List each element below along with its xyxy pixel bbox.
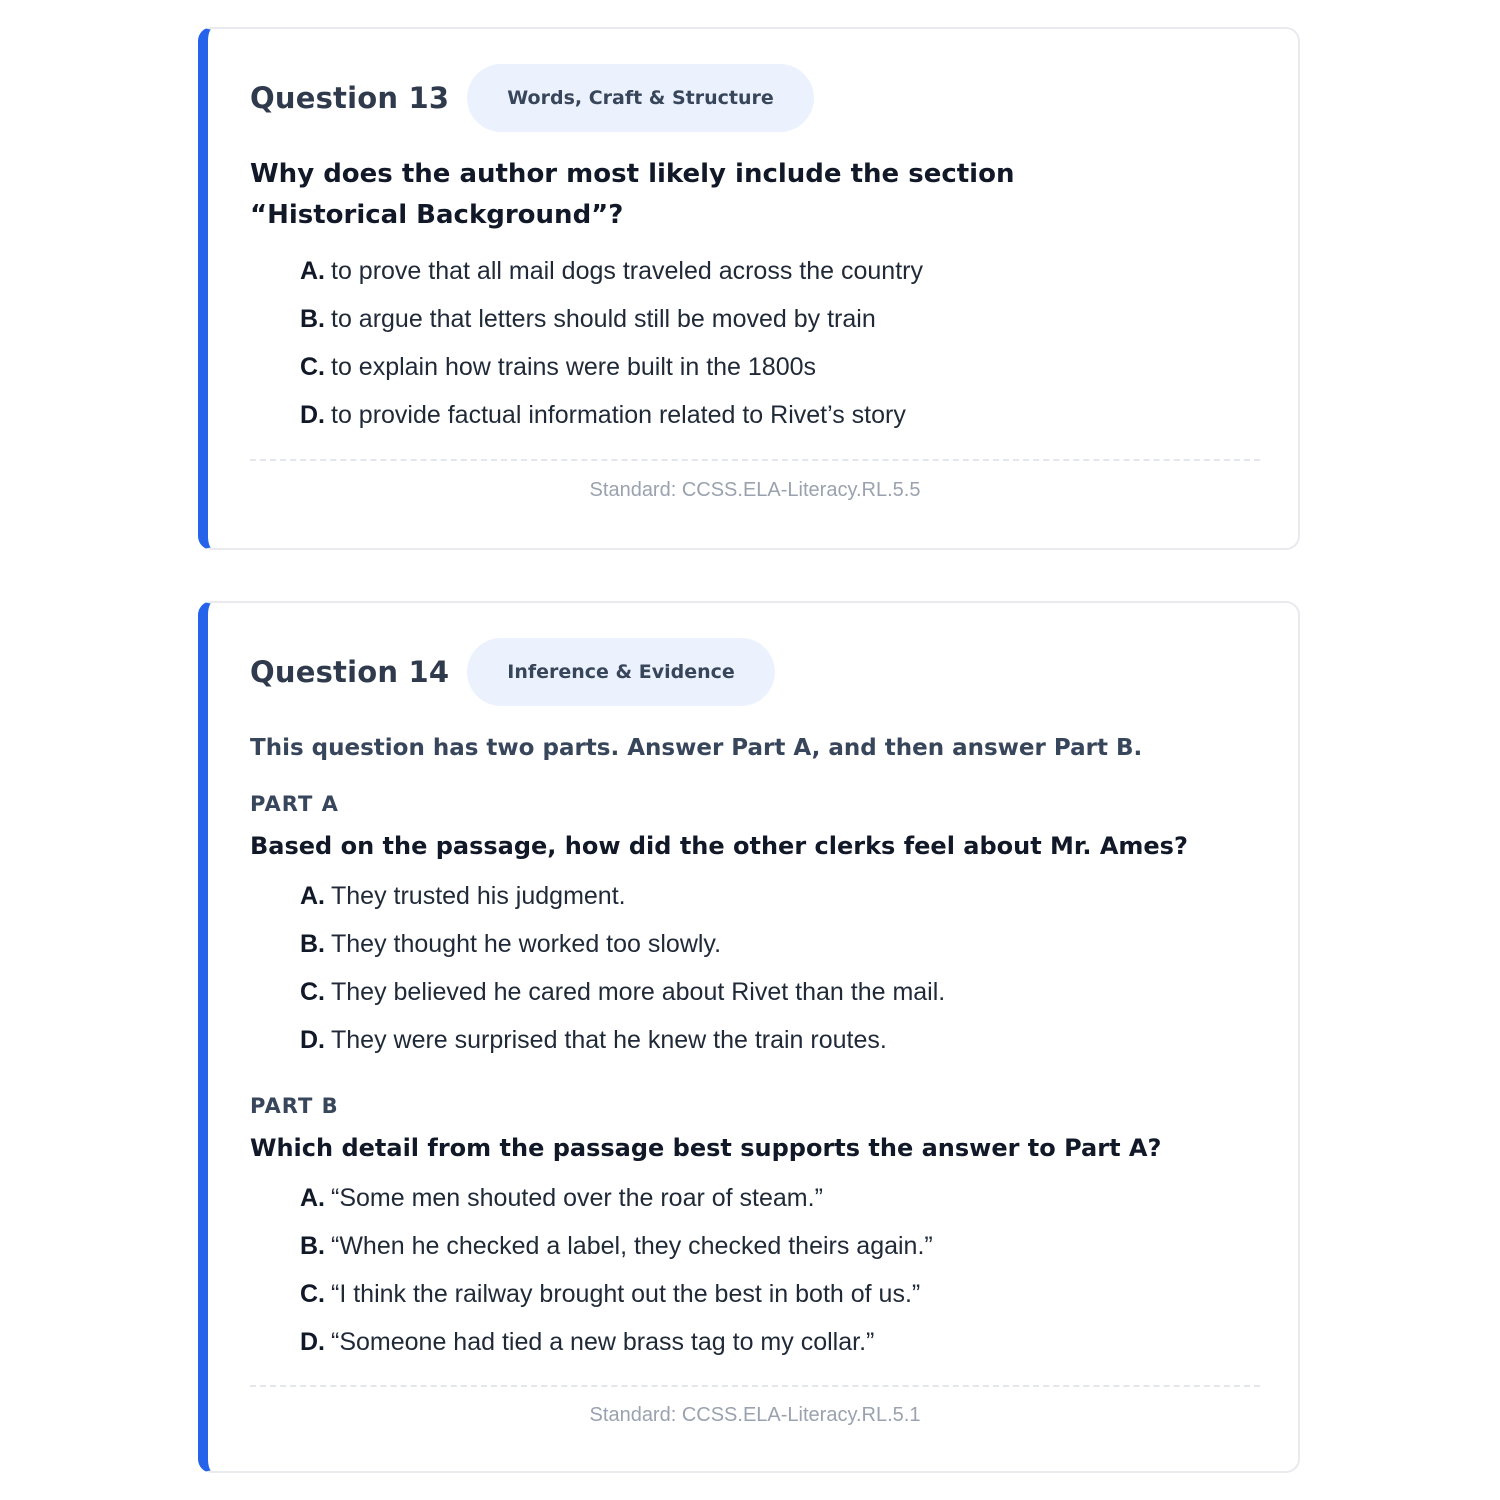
part-a-option-b[interactable] [300, 920, 1260, 968]
part-b-option-a[interactable] [300, 1174, 1260, 1222]
answer-option-d[interactable] [300, 391, 1260, 439]
question-card-13 [198, 27, 1300, 550]
part-b-option-d[interactable] [300, 1318, 1260, 1366]
part-b-options [250, 1174, 1260, 1366]
option-text: They believed he cared more about Rivet than the mail. [331, 978, 946, 1006]
part-b-option-b[interactable] [300, 1222, 1260, 1270]
part-b-label: PART B [250, 1094, 339, 1118]
question-title: Question 14 [250, 655, 450, 689]
answer-option-a[interactable] [300, 247, 1260, 295]
option-text: “I think the railway brought out the best in both of us.” [331, 1280, 921, 1308]
question-header [250, 638, 1260, 706]
option-text: “Someone had tied a new brass tag to my collar.” [331, 1328, 875, 1356]
option-text: “Some men shouted over the roar of steam.” [331, 1184, 823, 1212]
option-text: “When he checked a label, they checked theirs again.” [331, 1232, 933, 1260]
option-letter: C. [300, 978, 325, 1006]
option-letter: A. [300, 882, 325, 910]
answer-options [250, 247, 1260, 439]
option-letter: C. [300, 353, 325, 381]
option-letter: A. [300, 1184, 325, 1212]
option-letter: D. [300, 401, 325, 429]
standard-label: Standard: CCSS.ELA-Literacy.RL.5.1 [589, 1404, 921, 1426]
option-letter: C. [300, 1280, 325, 1308]
standard-label: Standard: CCSS.ELA-Literacy.RL.5.5 [589, 479, 921, 501]
option-text: to provide factual information related to Rivet’s story [331, 401, 906, 429]
option-text: to argue that letters should still be moved by train [331, 305, 876, 333]
option-letter: A. [300, 257, 325, 285]
dashed-divider [250, 1385, 1260, 1387]
option-letter: B. [300, 305, 325, 333]
answer-option-c[interactable] [300, 343, 1260, 391]
option-text: They trusted his judgment. [331, 882, 626, 910]
option-letter: B. [300, 930, 325, 958]
dashed-divider [250, 459, 1260, 461]
option-text: They were surprised that he knew the train routes. [331, 1026, 887, 1054]
option-letter: D. [300, 1026, 325, 1054]
option-text: to explain how trains were built in the 1800s [331, 353, 817, 381]
part-b-option-c[interactable] [300, 1270, 1260, 1318]
part-a-label: PART A [250, 792, 339, 816]
answer-option-b[interactable] [300, 295, 1260, 343]
category-badge: Words, Craft & Structure [467, 64, 814, 132]
question-card-14 [198, 601, 1300, 1473]
option-letter: B. [300, 1232, 325, 1260]
category-badge: Inference & Evidence [467, 638, 775, 706]
part-a-option-c[interactable] [300, 968, 1260, 1016]
question-header [250, 64, 1260, 132]
part-a-option-a[interactable] [300, 872, 1260, 920]
part-a-question: Based on the passage, how did the other clerks feel about Mr. Ames? [250, 832, 1188, 860]
question-title: Question 13 [250, 81, 450, 115]
part-a-options [250, 872, 1260, 1064]
option-text: They thought he worked too slowly. [331, 930, 722, 958]
question-instructions: This question has two parts. Answer Part A, and then answer Part B. [250, 735, 1143, 761]
question-stem: Why does the author most likely include the section “Historical Background”? [250, 159, 1015, 230]
option-text: to prove that all mail dogs traveled across the country [331, 257, 923, 285]
part-a-option-d[interactable] [300, 1016, 1260, 1064]
part-b-question: Which detail from the passage best supports the answer to Part A? [250, 1134, 1162, 1162]
option-letter: D. [300, 1328, 325, 1356]
